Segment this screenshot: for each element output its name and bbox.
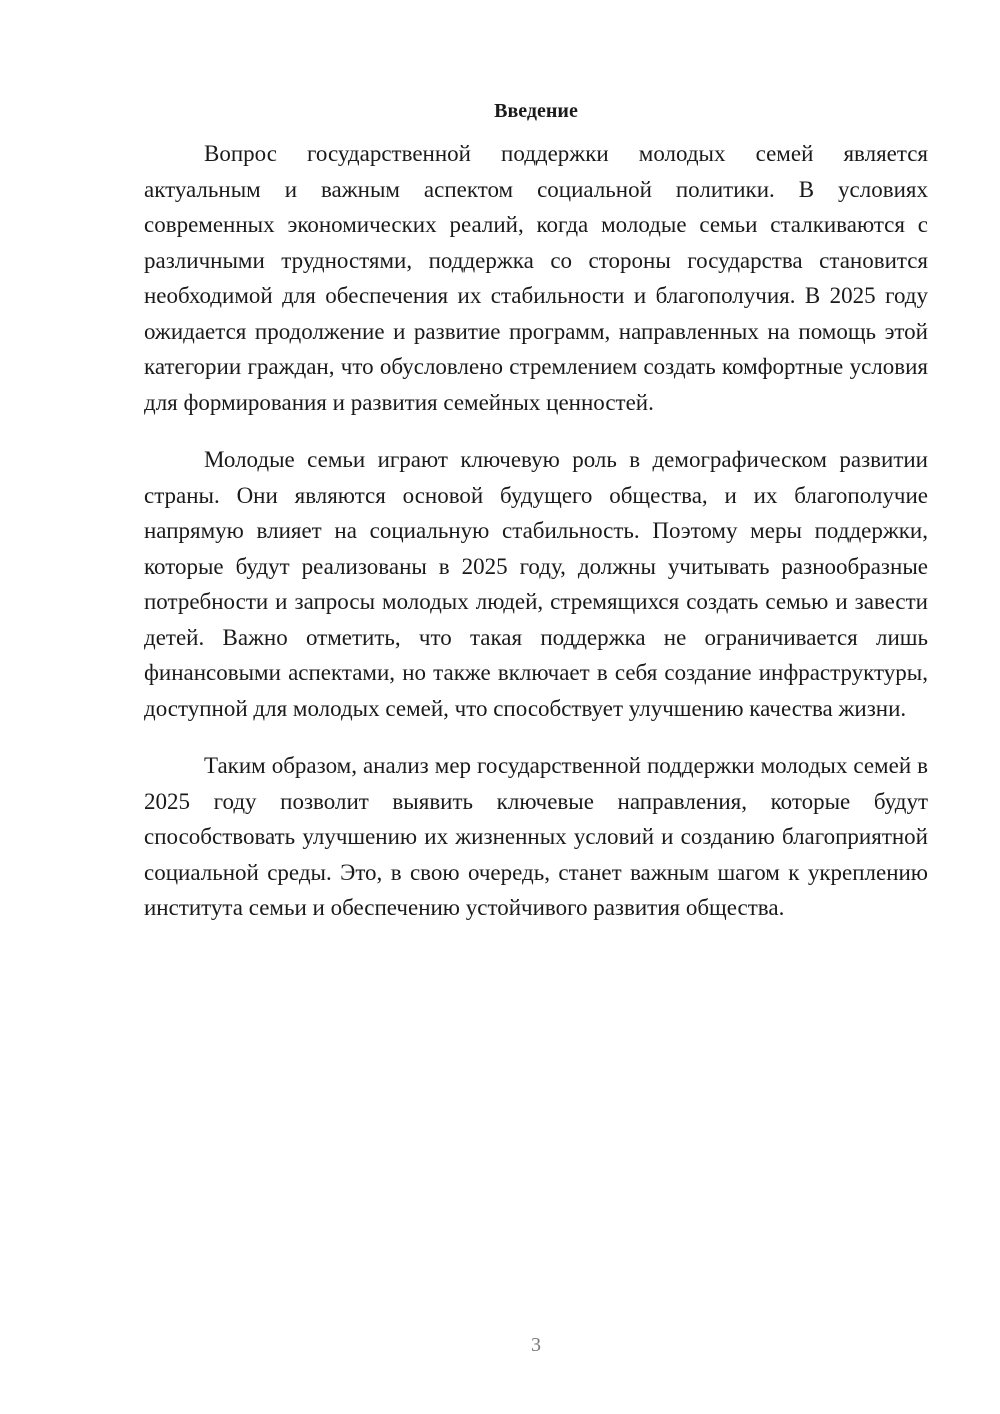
paragraph-2: Молодые семьи играют ключевую роль в демографическом развитии страны. Они являются основой будущего общества, и их благополучие напрямую влияет на социальную стабильность. Поэтому меры поддержки, которые будут реализованы в 2025 году, должны учитывать разнообразные потребности и запросы молодых людей, стремящихся создать семью и завести детей. Важно отметить, что такая поддержка не ограничивается лишь финансовыми аспектами, но также включает в себя создание инфраструктуры, доступной для молодых семей, что способствует улучшению качества жизни. bbox=[144, 447, 928, 721]
paragraph-3: Таким образом, анализ мер государственной поддержки молодых семей в 2025 году позволит выявить ключевые направления, которые будут способствовать улучшению их жизненных условий и созданию благоприятной социальной среды. Это, в свою очередь, станет важным шагом к укреплению института семьи и обеспечению устойчивого развития общества. bbox=[144, 753, 928, 920]
paragraph-1: Вопрос государственной поддержки молодых семей является актуальным и важным аспектом социальной политики. В условиях современных экономических реалий, когда молодые семьи сталкиваются с различными трудностями, поддержка со стороны государства становится необходимой для обеспечения их стабильности и благополучия. В 2025 году ожидается продолжение и развитие программ, направленных на помощь этой категории граждан, что обусловлено стремлением создать комфортные условия для формирования и развития семейных ценностей. bbox=[144, 141, 928, 415]
page-content bbox=[144, 96, 928, 948]
page-number: 3 bbox=[531, 1334, 541, 1356]
section-title: Введение bbox=[494, 100, 578, 122]
